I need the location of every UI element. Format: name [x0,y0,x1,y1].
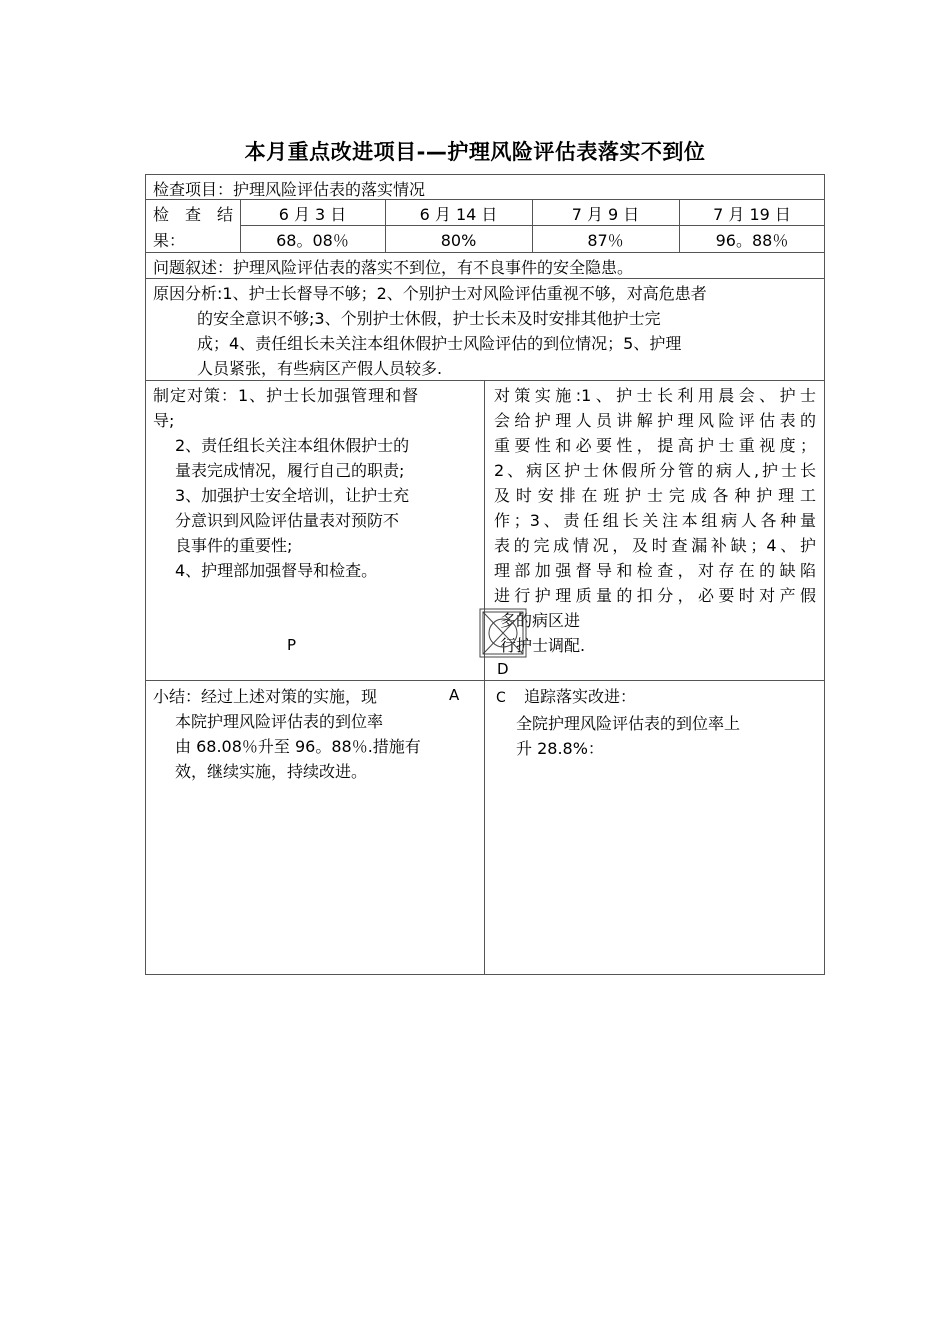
divider [145,199,825,200]
crossed-box-icon [478,607,528,659]
act-line: 全院护理风险评估表的到位率上 [516,714,741,733]
do-line: 多的病区进 [500,611,581,630]
check-line: 效，继续实施，持续改进。 [175,762,368,781]
rate-1: 68。08％ [276,231,349,250]
check-section [153,684,478,784]
act-marker: C [496,690,506,706]
do-line: 重要性和必要性，提高护士重视度； [494,436,816,455]
do-line: 2、病区护士休假所分管的病人,护士长 [494,461,816,480]
do-marker: D [497,660,509,678]
plan-section [153,383,478,583]
cause-line: 的安全意识不够;3、个别护士休假，护士长未及时安排其他护士完 [197,309,661,328]
do-section [494,383,816,658]
rate-3: 87％ [587,231,624,250]
date-1: 6 月 3 日 [278,205,347,224]
divider [145,252,825,253]
plan-line: 量表完成情况，履行自己的职责; [175,461,405,480]
rate-2: 80% [440,231,477,250]
plan-line: 良事件的重要性; [175,536,293,555]
do-line: 行护士调配. [500,636,586,655]
cause-line: 人员紧张，有些病区产假人员较多. [197,359,443,378]
check-line: 小结：经过上述对策的实施，现 [153,687,378,706]
rate-4: 96。88％ [715,231,789,250]
divider [145,380,825,381]
divider [145,680,825,681]
plan-line: 2、责任组长关注本组休假护士的 [175,436,410,455]
plan-line: 导; [153,411,175,430]
divider [484,380,485,975]
act-heading: 追踪落实改进： [523,687,636,706]
page-title: 本月重点改进项目-—护理风险评估表落实不到位 [244,140,706,164]
date-3: 7 月 9 日 [571,205,640,224]
act-line [496,684,816,711]
cause-analysis [153,281,818,381]
cause-line: 成；4、责任组长未关注本组休假护士风险评估的到位情况；5、护理 [197,334,682,353]
do-line: 及时安排在班护士完成各种护理工 [494,486,816,505]
do-line: 会给护理人员讲解护理风险评估表的 [494,411,816,430]
result-label-line1: 检 查 结 [153,205,233,224]
problem-statement: 问题叙述：护理风险评估表的落实不到位，有不良事件的安全隐患。 [153,258,634,277]
date-4: 7 月 19 日 [713,205,791,224]
check-line: 由 68.08％升至 96。88％.措施有 [175,737,421,756]
date-2: 6 月 14 日 [419,205,498,224]
plan-line: 4、护理部加强督导和检查。 [175,561,378,580]
do-line: 进行护理质量的扣分，必要时对产假 [494,586,816,605]
plan-marker: P [287,636,297,654]
check-line: 本院护理风险评估表的到位率 [175,712,384,731]
do-line: 表的完成情况，及时查漏补缺；4、护 [494,536,816,555]
check-item: 检查项目：护理风险评估表的落实情况 [153,180,426,199]
plan-line: 制定对策：1、护士长加强管理和督 [153,386,420,405]
act-section [496,684,816,761]
cause-line: 原因分析:1、护士长督导不够；2、个别护士对风险评估重视不够，对高危患者 [153,284,707,303]
result-label-line2: 果： [153,231,186,250]
divider [145,278,825,279]
do-line: 理部加强督导和检查，对存在的缺陷 [494,561,816,580]
plan-line: 分意识到风险评估量表对预防不 [175,511,400,530]
check-marker: A [449,686,460,704]
act-line: 升 28.8%： [516,739,604,758]
plan-line: 3、加强护士安全培训，让护士充 [175,486,410,505]
do-line: 作；3、责任组长关注本组病人各种量 [494,511,816,530]
do-line: 对策实施:1、护士长利用晨会、护士 [494,386,816,405]
